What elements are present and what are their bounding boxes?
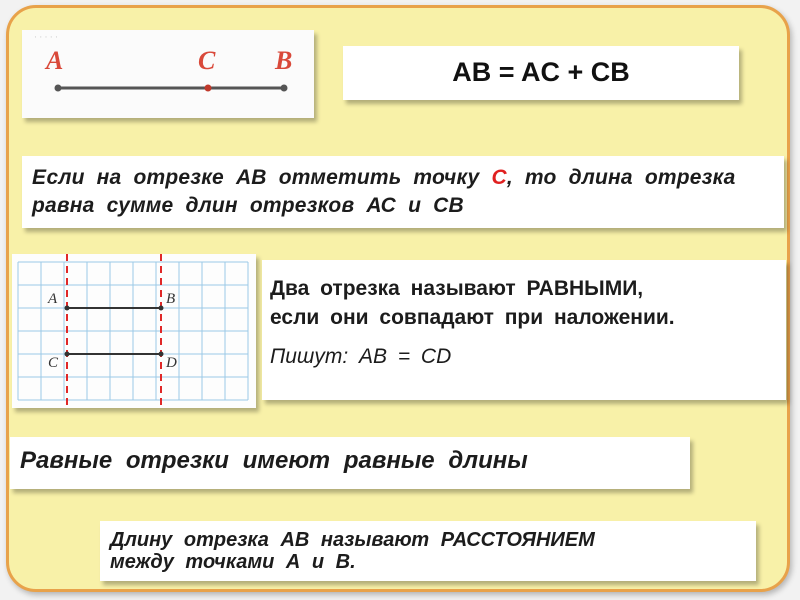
grid-label-a: A [48, 291, 58, 307]
segment-label-c: C [198, 46, 216, 75]
segment-diagram [22, 30, 314, 118]
segment-ab-svg [22, 30, 314, 118]
grid-label-d: D [166, 355, 177, 371]
grid-label-b: B [166, 291, 176, 307]
point-c-dot [205, 85, 212, 92]
rule-sum-point-c: С [491, 166, 507, 189]
point-b-dot [281, 85, 288, 92]
segment-label-a: A [46, 46, 64, 75]
grid-diagram-svg [12, 254, 256, 408]
rule-lengths-box [10, 437, 690, 489]
grid-diagram [12, 254, 256, 408]
rule-equal-line3: Пишут: AB = CD [270, 345, 452, 368]
rule-lengths-text: Равные отрезки имеют равные длины [20, 447, 528, 474]
rule-sum-box [22, 156, 784, 228]
rule-distance-line1: Длину отрезка АВ называют РАССТОЯНИЕМ [110, 529, 595, 551]
rule-distance-box [100, 521, 756, 581]
rule-equal-line2: если они совпадают при наложении. [270, 306, 675, 329]
rule-sum-text-after: , то длина отрезка равна сумме длин отрезков АС и СВ [32, 166, 736, 217]
rule-equal-box [262, 260, 786, 400]
segment-label-b: B [275, 46, 293, 75]
formula-text: AB = AC + CB [452, 57, 630, 87]
rule-sum-text-before: Если на отрезке АВ отметить точку [32, 166, 492, 189]
rule-distance-line2: между точками А и В. [110, 551, 356, 573]
grid-label-c: C [48, 355, 59, 371]
formula-box [343, 46, 739, 100]
rule-sum-text [32, 164, 772, 220]
faded-caption: · · · · · [34, 32, 58, 42]
point-a-dot [55, 85, 62, 92]
rule-equal-line1: Два отрезка называют РАВНЫМИ, [270, 277, 644, 300]
grid-lines [18, 262, 248, 400]
